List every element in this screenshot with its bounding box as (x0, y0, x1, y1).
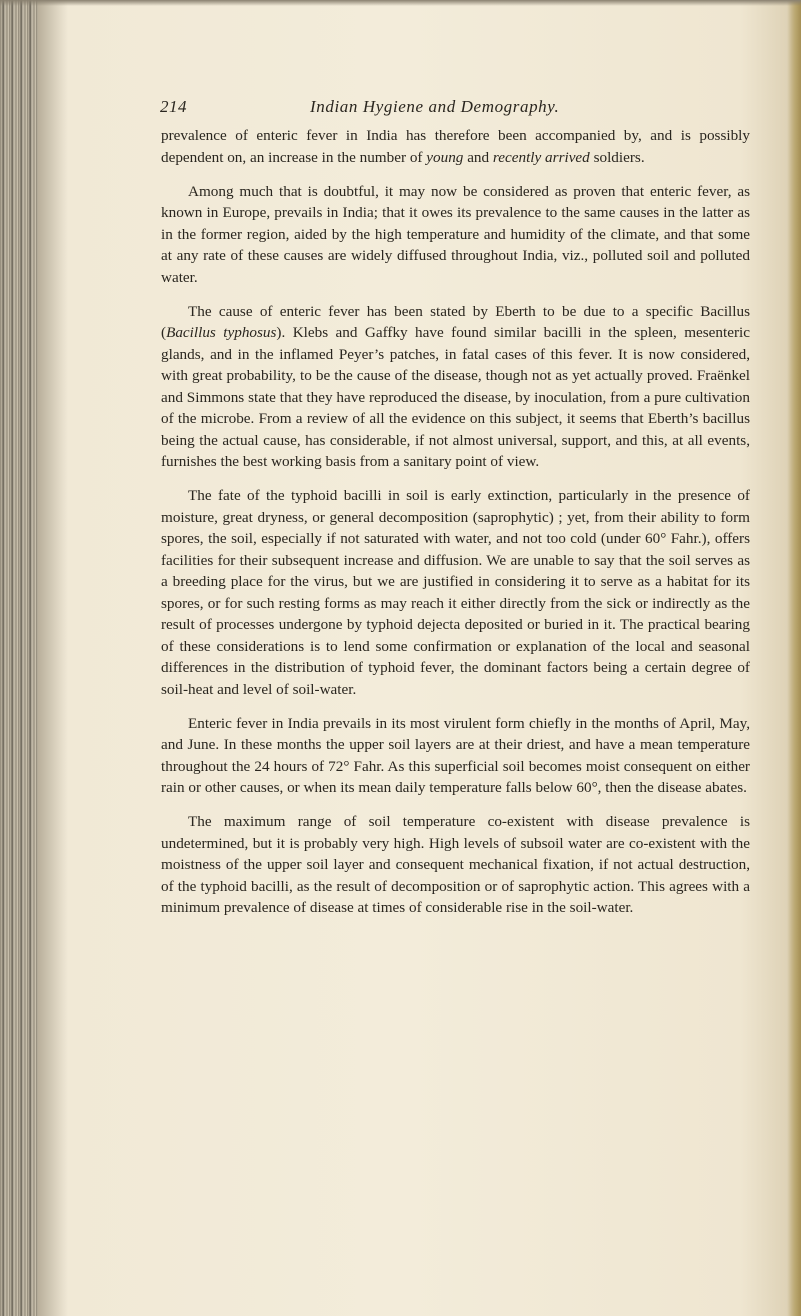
gutter-shadow (38, 0, 68, 1316)
text-run: The cause of enteric fever has been stated by Eberth to be due to a specific Bacillus ( (161, 302, 750, 341)
running-header (160, 97, 750, 121)
body-text (161, 125, 750, 931)
text-run: The maximum range of soil temperature co-existent with disease prevalence is undetermined, but it is probably very high. High levels of subsoil water are co-existent with the moistness of the upper soil layer and consequent mechanical fixation, if not actual destruction, of the typhoid bacilli, as the result of decomposition or of saprophytic action. This agrees with a minimum prevalence of disease at times of considerable rise in the soil-water. (161, 813, 750, 916)
paragraph (161, 181, 750, 289)
italic-text: young (426, 148, 464, 166)
paragraph (161, 811, 750, 919)
page-edge-top (0, 0, 801, 6)
page-number: 214 (160, 97, 187, 116)
paragraph (161, 125, 750, 168)
text-run: ). Klebs and Gaffky have found similar bacilli in the spleen, mesenteric glands, and in the inflamed Peyer’s patches, in fatal cases of this fever. It is now considered, with great probability, to be the cause of the disease, though not as yet actually proved. Fraënkel and Simmons state that they have reproduced the disease, by inoculation, from a pure cultivation of the microbe. From a review of all the evidence on this subject, it seems that Eberth’s bacillus being the actual cause, has considerable, if not almost universal, support, and this, at all events, furnishes the best working basis from a sanitary point of view. (161, 324, 750, 470)
text-run: Among much that is doubtful, it may now be considered as proven that enteric fever, as known in Europe, prevails in India; that it owes its prevalence to the same causes in the latter as in the former region, aided by the high temperature and humidity of the climate, and that some at any rate of these causes are widely diffused throughout India, viz., polluted soil and polluted water. (161, 182, 750, 286)
running-title: Indian Hygiene and Demography. (310, 97, 560, 116)
paragraph (161, 485, 750, 700)
binding-gutter (0, 0, 38, 1316)
paragraph (161, 301, 750, 473)
text-run: Enteric fever in India prevails in its most virulent form chiefly in the months of April, May, and June. In these months the upper soil layers are at their driest, and have a mean temperature throughout the 24 hours of 72° Fahr. As this superficial soil becomes moist consequent on either rain or other causes, or when its mean daily temperature falls below 60°, then the disease abates. (161, 714, 750, 796)
paragraph (161, 713, 750, 799)
text-run: soldiers. (589, 148, 645, 166)
page-edge-right (787, 0, 801, 1316)
italic-text: Bacillus typhosus (166, 324, 277, 341)
text-run: The fate of the typhoid bacilli in soil is early extinction, particularly in the presence of moisture, great dryness, or general decomposition (saprophytic) ; yet, from their ability to form spores, the soil, especially if not saturated with water, and not too cold (under 60° Fahr.), offers facilities for their subsequent increase and diffusion. We are unable to say that the soil serves as a breeding place for the virus, but we are justified in considering it to serve as a habitat for its spores, or for such resting forms as may reach it either directly from the sick or indirectly as the result of processes undergone by typhoid dejecta deposited or buried in it. The practical bearing of these considerations is to lend some confirmation or explanation of the local and seasonal differences in the distribution of typhoid fever, the dominant factors being a certain degree of soil-heat and level of soil-water. (161, 487, 750, 698)
text-run: prevalence of enteric fever in India has therefore been accompanied by, and is possibly dependent on, an increase in the number of (161, 127, 750, 166)
italic-text: recently arrived (492, 148, 590, 166)
text-run: and (463, 148, 493, 166)
